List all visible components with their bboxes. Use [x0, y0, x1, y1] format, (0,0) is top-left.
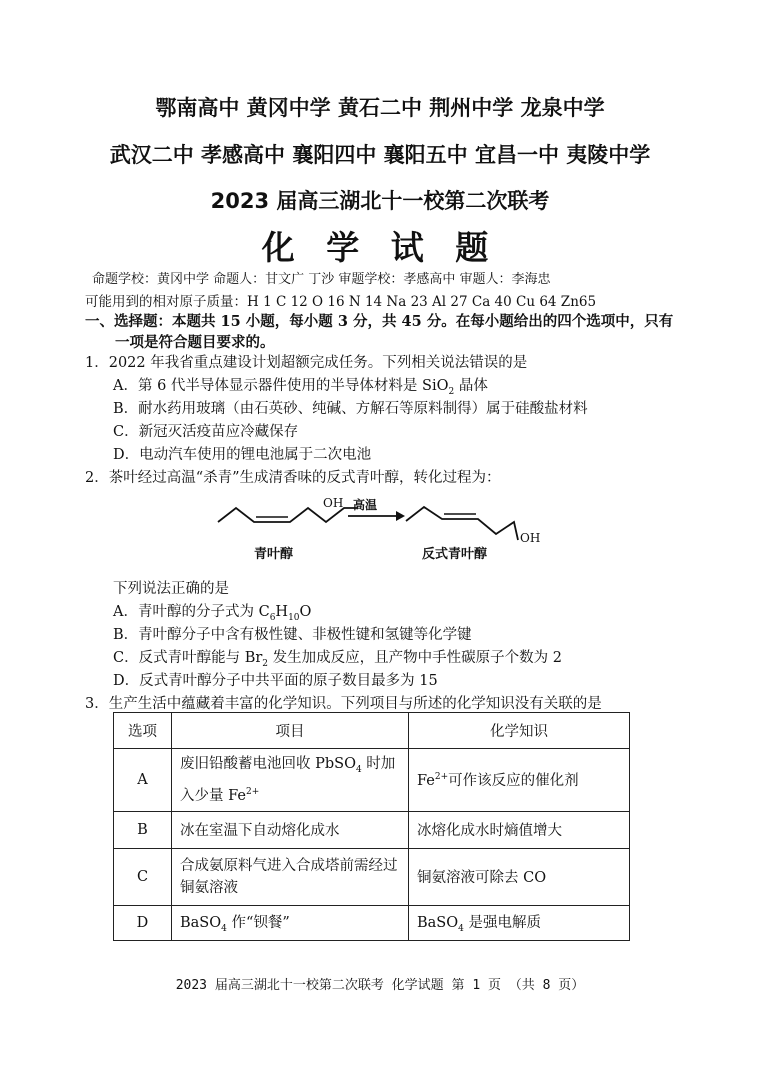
- schools-line-1: 鄂南高中 黄冈中学 黄石二中 荆州中学 龙泉中学: [155, 96, 605, 120]
- table-row: [114, 811, 630, 848]
- table-row: [114, 749, 630, 812]
- structure-name-right: 反式青叶醇: [422, 547, 488, 562]
- cis-leaf-alcohol-structure: [218, 508, 358, 522]
- author-line: 命题学校：黄冈中学 命题人：甘文广 丁沙 审题学校：孝感高中 审题人：李海忠: [92, 272, 551, 287]
- question-2-option-a: A．青叶醇的分子式为 $C_6H_{10}O$: [113, 604, 312, 623]
- subject-title: 化 学 试 题: [261, 228, 499, 267]
- question-2-option-c: C．反式青叶醇能与 $Br_2$ 发生加成反应，且产物中手性碳原子个数为 2: [113, 650, 562, 669]
- row-option: B: [114, 811, 172, 848]
- table-row: [114, 905, 630, 940]
- hydroxyl-label-left: OH: [323, 496, 344, 510]
- atomic-mass-line: 可能用到的相对原子质量：H 1 C 12 O 16 N 14 Na 23 Al 27 Ca 40 Cu 64 Zn65: [85, 294, 597, 310]
- row-knowledge: $Fe^{2+}$可作该反应的催化剂: [409, 749, 630, 812]
- question-1-option-b: B．耐水药用玻璃（由石英砂、纯碱、方解石等原料制得）属于硅酸盐材料: [113, 401, 588, 417]
- header-option: 选项: [114, 713, 172, 749]
- trans-leaf-alcohol-structure: [406, 507, 518, 540]
- section-heading-line1: 一、选择题：本题共 15 小题，每小题 3 分，共 45 分。在每小题给出的四个选项中，只有: [85, 313, 674, 330]
- question-3-stem: 3．生产生活中蕴藏着丰富的化学知识。下列项目与所述的化学知识没有关联的是: [85, 696, 602, 712]
- question-3-table: [113, 712, 630, 941]
- question-2-option-d: D．反式青叶醇分子中共平面的原子数目最多为 15: [113, 673, 438, 689]
- header-knowledge: 化学知识: [409, 713, 630, 749]
- row-knowledge: 冰熔化成水时熵值增大: [409, 811, 630, 848]
- header-item: 项目: [172, 713, 409, 749]
- question-2-option-b: B．青叶醇分子中含有极性键、非极性键和氢键等化学键: [113, 627, 472, 643]
- hydroxyl-label-right: OH: [520, 531, 541, 545]
- exam-title: 2023 届高三湖北十一校第二次联考: [210, 189, 550, 213]
- row-option: D: [114, 905, 172, 940]
- schools-line-2: 武汉二中 孝感高中 襄阳四中 襄阳五中 宜昌一中 夷陵中学: [109, 143, 651, 167]
- table-header-row: [114, 713, 630, 749]
- table-row: [114, 848, 630, 905]
- question-1-option-c: C．新冠灭活疫苗应冷藏保存: [113, 424, 299, 440]
- reaction-scheme: [200, 490, 560, 565]
- question-1-option-a: A．第 6 代半导体显示器件使用的半导体材料是 SiO$_2$ 晶体: [113, 378, 488, 397]
- arrow-condition-label: 高温: [353, 498, 378, 512]
- question-1-stem: 1．2022 年我省重点建设计划超额完成任务。下列相关说法错误的是: [85, 355, 528, 371]
- question-2-prompt: 下列说法正确的是: [113, 581, 229, 597]
- row-option: A: [114, 749, 172, 812]
- question-1-option-d: D．电动汽车使用的锂电池属于二次电池: [113, 447, 372, 463]
- structure-name-left: 青叶醇: [254, 547, 294, 562]
- row-item: 冰在室温下自动熔化成水: [172, 811, 409, 848]
- row-option: C: [114, 848, 172, 905]
- row-item: 合成氨原料气进入合成塔前需经过铜氨溶液: [172, 848, 409, 905]
- section-heading-line2: 一项是符合题目要求的。: [115, 334, 275, 351]
- row-item: BaSO$_4$ 作“钡餐”: [172, 905, 409, 940]
- row-knowledge: 铜氨溶液可除去 CO: [409, 848, 630, 905]
- page-footer: 2023 届高三湖北十一校第二次联考 化学试题 第 1 页 （共 8 页）: [175, 978, 585, 993]
- row-knowledge: BaSO$_4$ 是强电解质: [409, 905, 630, 940]
- row-item: 废旧铅酸蓄电池回收 PbSO$_4$ 时加入少量 $Fe^{2+}$: [172, 749, 409, 812]
- question-2-stem: 2．茶叶经过高温“杀青”生成清香味的反式青叶醇，转化过程为：: [85, 470, 501, 486]
